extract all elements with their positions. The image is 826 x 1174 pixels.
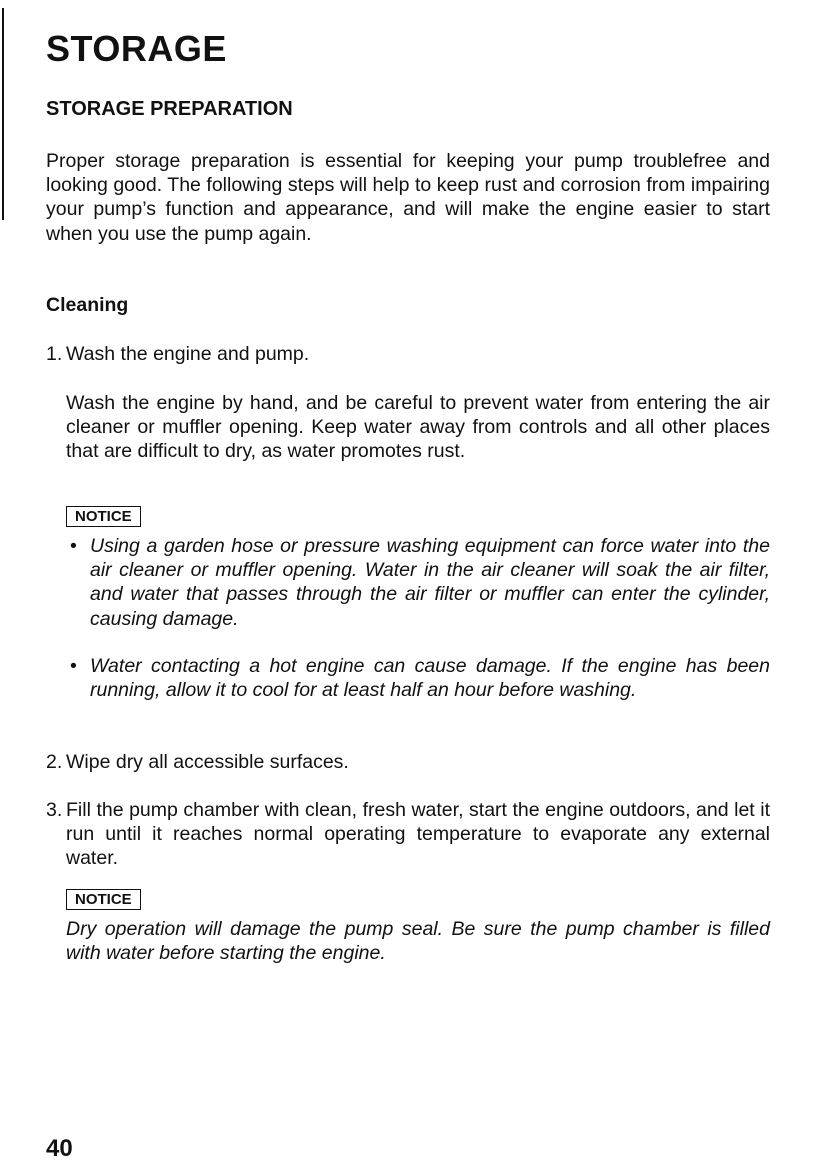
- page-number: 40: [46, 1135, 73, 1162]
- cleaning-heading: Cleaning: [46, 294, 129, 316]
- step-text: Wash the engine and pump.: [66, 343, 310, 365]
- step-text: Wipe dry all accessible surfaces.: [66, 751, 349, 773]
- notice-text: Dry operation will damage the pump seal. Be sure the pump chamber is filled with water before starting the engine.: [66, 918, 770, 965]
- step-number: 2.: [46, 751, 63, 773]
- step-1-detail: Wash the engine by hand, and be careful to prevent water from entering the air cleaner or muffler opening. Keep water away from controls and all other places that are difficult to dry, as water promotes rust.: [66, 392, 770, 463]
- step-1: [46, 342, 770, 366]
- notice-bullet: [70, 654, 770, 702]
- step-3: [46, 798, 770, 871]
- notice-label: NOTICE: [66, 506, 141, 527]
- notice-label: NOTICE: [66, 889, 141, 910]
- step-text: Fill the pump chamber with clean, fresh water, start the engine outdoors, and let it run until it reaches normal operating temperature to evaporate any external water.: [66, 799, 770, 870]
- bullet-icon: •: [70, 535, 77, 557]
- step-number: 1.: [46, 343, 63, 365]
- intro-paragraph: Proper storage preparation is essential for keeping your pump troublefree and looking good. The following steps will help to keep rust and corrosion from impairing your pump’s function and appearance, and will make the engine easier to start when you use the pump again.: [46, 150, 770, 245]
- bullet-text: Using a garden hose or pressure washing equipment can force water into the air cleaner or muffler opening. Water in the air cleaner will soak the air filter, and water that passes through the air filter or muffler can enter the cylinder, causing damage.: [90, 535, 770, 630]
- step-number: 3.: [46, 799, 63, 821]
- step-2: [46, 750, 770, 774]
- page-title: STORAGE: [46, 28, 227, 69]
- bullet-text: Water contacting a hot engine can cause damage. If the engine has been running, allow it to cool for at least half an hour before washing.: [90, 655, 770, 702]
- page-edge-mark: [2, 8, 4, 220]
- section-title: STORAGE PREPARATION: [46, 98, 293, 120]
- bullet-icon: •: [70, 655, 77, 677]
- notice-bullet: [70, 534, 770, 631]
